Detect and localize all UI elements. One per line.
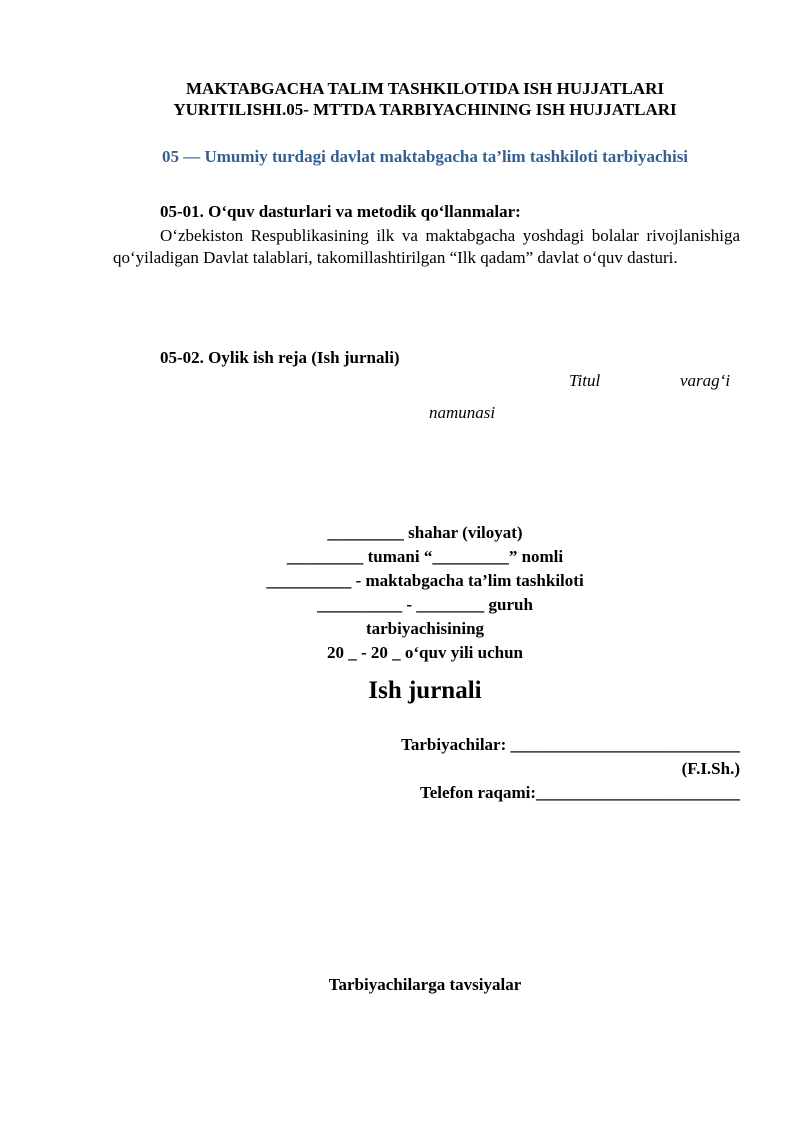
phone-line: Telefon raqami:________________________ [419,783,740,802]
title-page-year: 20 _ - 20 _ o‘quv yili uchun [326,643,523,662]
section-01-paragraph: O‘zbekiston Respublikasining ilk va maktabgacha yoshdagi bolalar rivojlanishiga qo‘yiladigan Davlat talablari, takomillashtirilgan “Ilk qadam” davlat o‘quv dasturi. [113,226,740,267]
title-line-1: MAKTABGACHA TALIM TASHKILOTIDA ISH HUJJATLARI [186,79,664,98]
titul-word-2: varag‘i [680,371,731,390]
section-02-heading: 05-02. Oylik ish reja (Ish jurnali) [160,348,400,367]
title-page-organization: __________ - maktabgacha ta’lim tashkiloti [266,571,584,590]
title-page-district: _________ tumani “_________” nomli [286,547,564,566]
title-page-group: __________ - ________ guruh [317,595,533,614]
titul-word-3: namunasi [429,403,496,422]
title-page-teacher: tarbiyachisining [365,619,485,638]
section-03-heading: Tarbiyachilarga tavsiyalar [328,975,522,994]
document-title [110,78,740,120]
fish-label: (F.I.Sh.) [681,759,740,778]
title-line-2: YURITILISHI.05- MTTDA TARBIYACHINING ISH HUJJATLARI [173,100,677,119]
title-page-city: _________ shahar (viloyat) [327,523,523,542]
teachers-line: Tarbiyachilar: ___________________________ [401,735,740,754]
journal-title: Ish jurnali [368,677,482,704]
titul-word-1: Titul [569,371,601,390]
section-01-heading: 05-01. O‘quv dasturlari va metodik qo‘llanmalar: [160,202,521,221]
document-subtitle: 05 — Umumiy turdagi davlat maktabgacha ta’lim tashkiloti tarbiyachisi [161,147,689,166]
